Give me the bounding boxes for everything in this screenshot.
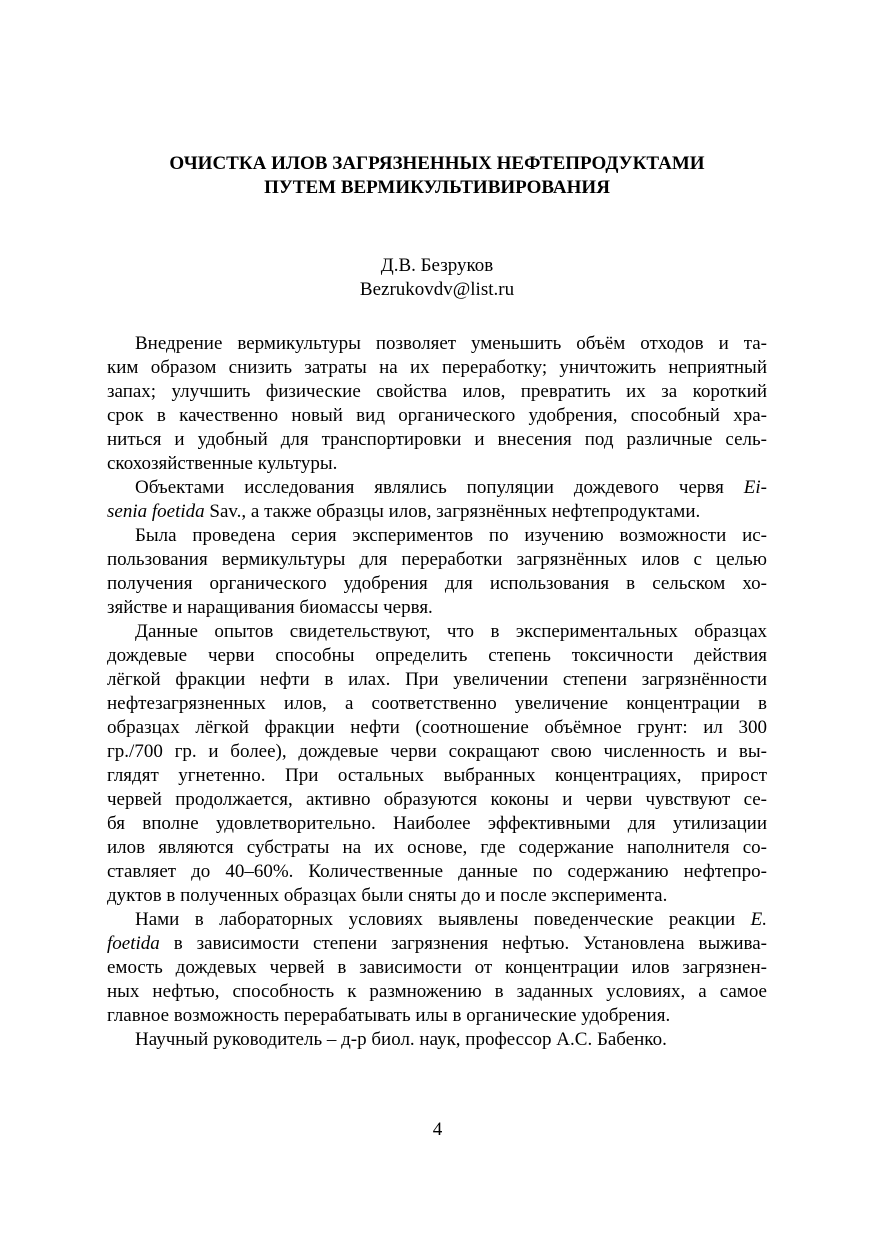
article-title: [107, 152, 767, 200]
paragraph: [107, 620, 767, 908]
text-line: глядят угнетенно. При остальных выбранных концентрациях, прирост: [107, 765, 767, 786]
text-line: пользования вермикультуры для переработки загрязнённых илов с целью: [107, 549, 767, 570]
title-line: ПУТЕМ ВЕРМИКУЛЬТИВИРОВАНИЯ: [264, 177, 610, 198]
text-line: ниться и удобный для транспортировки и внесения под различные сель-: [107, 429, 767, 450]
text-line: [107, 908, 767, 932]
page-content: [107, 152, 767, 1052]
text-fragment: Объектами исследования являлись популяции дождевого червя: [135, 477, 744, 498]
species-name: foetida: [107, 933, 160, 954]
text-line: бя вполне удовлетворительно. Наиболее эффективными для утилизации: [107, 813, 767, 834]
text-line: гр./700 гр. и более), дождевые черви сокращают свою численность и вы-: [107, 741, 767, 762]
text-line: Внедрение вермикультуры позволяет уменьшить объём отходов и та-: [135, 333, 767, 354]
text-line: запах; улучшить физические свойства илов, превратить их за короткий: [107, 381, 767, 402]
paragraph: [107, 332, 767, 476]
paragraph: [107, 908, 767, 1028]
species-name: E.: [750, 909, 767, 930]
supervisor-line: Научный руководитель – д-р биол. наук, профессор А.С. Бабенко.: [135, 1029, 667, 1050]
text-line: илов являются субстраты на их основе, где содержание наполнителя со-: [107, 837, 767, 858]
text-line: червей продолжается, активно образуются коконы и черви чувствуют се-: [107, 789, 767, 810]
text-line: емость дождевых червей в зависимости от концентрации илов загрязнен-: [107, 957, 767, 978]
text-fragment: Sav., а также образцы илов, загрязнённых нефтепродуктами.: [204, 501, 701, 522]
text-line: ким образом снизить затраты на их переработку; уничтожить неприятный: [107, 357, 767, 378]
author-email: Bezrukovdv@list.ru: [359, 279, 515, 300]
title-line: ОЧИСТКА ИЛОВ ЗАГРЯЗНЕННЫХ НЕФТЕПРОДУКТАМИ: [169, 153, 705, 174]
species-name: senia foetida: [107, 501, 205, 522]
text-line: Данные опытов свидетельствуют, что в экспериментальных образцах: [135, 621, 767, 642]
text-line: скохозяйственные культуры.: [107, 453, 338, 474]
text-line: дуктов в полученных образцах были сняты до и после эксперимента.: [107, 885, 668, 906]
page-number: 4: [432, 1119, 443, 1140]
text-line: ставляет до 40–60%. Количественные данные по содержанию нефтепро-: [107, 861, 767, 882]
text-line: [107, 476, 767, 500]
text-line: срок в качественно новый вид органического удобрения, способный хра-: [107, 405, 767, 426]
author-block: [107, 254, 767, 302]
author-name: Д.В. Безруков: [380, 255, 494, 276]
paragraph: [107, 476, 767, 524]
text-line: зяйстве и наращивания биомассы червя.: [107, 597, 433, 618]
text-line: дождевые черви способны определить степень токсичности действия: [107, 645, 767, 666]
text-line: Была проведена серия экспериментов по изучению возможности ис-: [135, 525, 767, 546]
text-line: нефтезагрязненных илов, а соответственно увеличение концентрации в: [107, 693, 767, 714]
text-line: ных нефтью, способность к размножению в заданных условиях, а самое: [107, 981, 767, 1002]
text-line: [107, 500, 767, 524]
article-body: [107, 332, 767, 1052]
text-line: образцах лёгкой фракции нефти (соотношение объёмное грунт: ил 300: [107, 717, 767, 738]
text-line: главное возможность перерабатывать илы в органические удобрения.: [107, 1005, 671, 1026]
species-name: Ei-: [743, 477, 767, 498]
text-fragment: в зависимости степени загрязнения нефтью. Установлена выжива-: [159, 933, 767, 954]
text-fragment: Нами в лабораторных условиях выявлены поведенческие реакции: [135, 909, 751, 930]
text-line: получения органического удобрения для использования в сельском хо-: [107, 573, 767, 594]
paragraph: [107, 1028, 767, 1052]
text-line: лёгкой фракции нефти в илах. При увеличении степени загрязнённости: [107, 669, 767, 690]
text-line: [107, 932, 767, 956]
paragraph: [107, 524, 767, 620]
